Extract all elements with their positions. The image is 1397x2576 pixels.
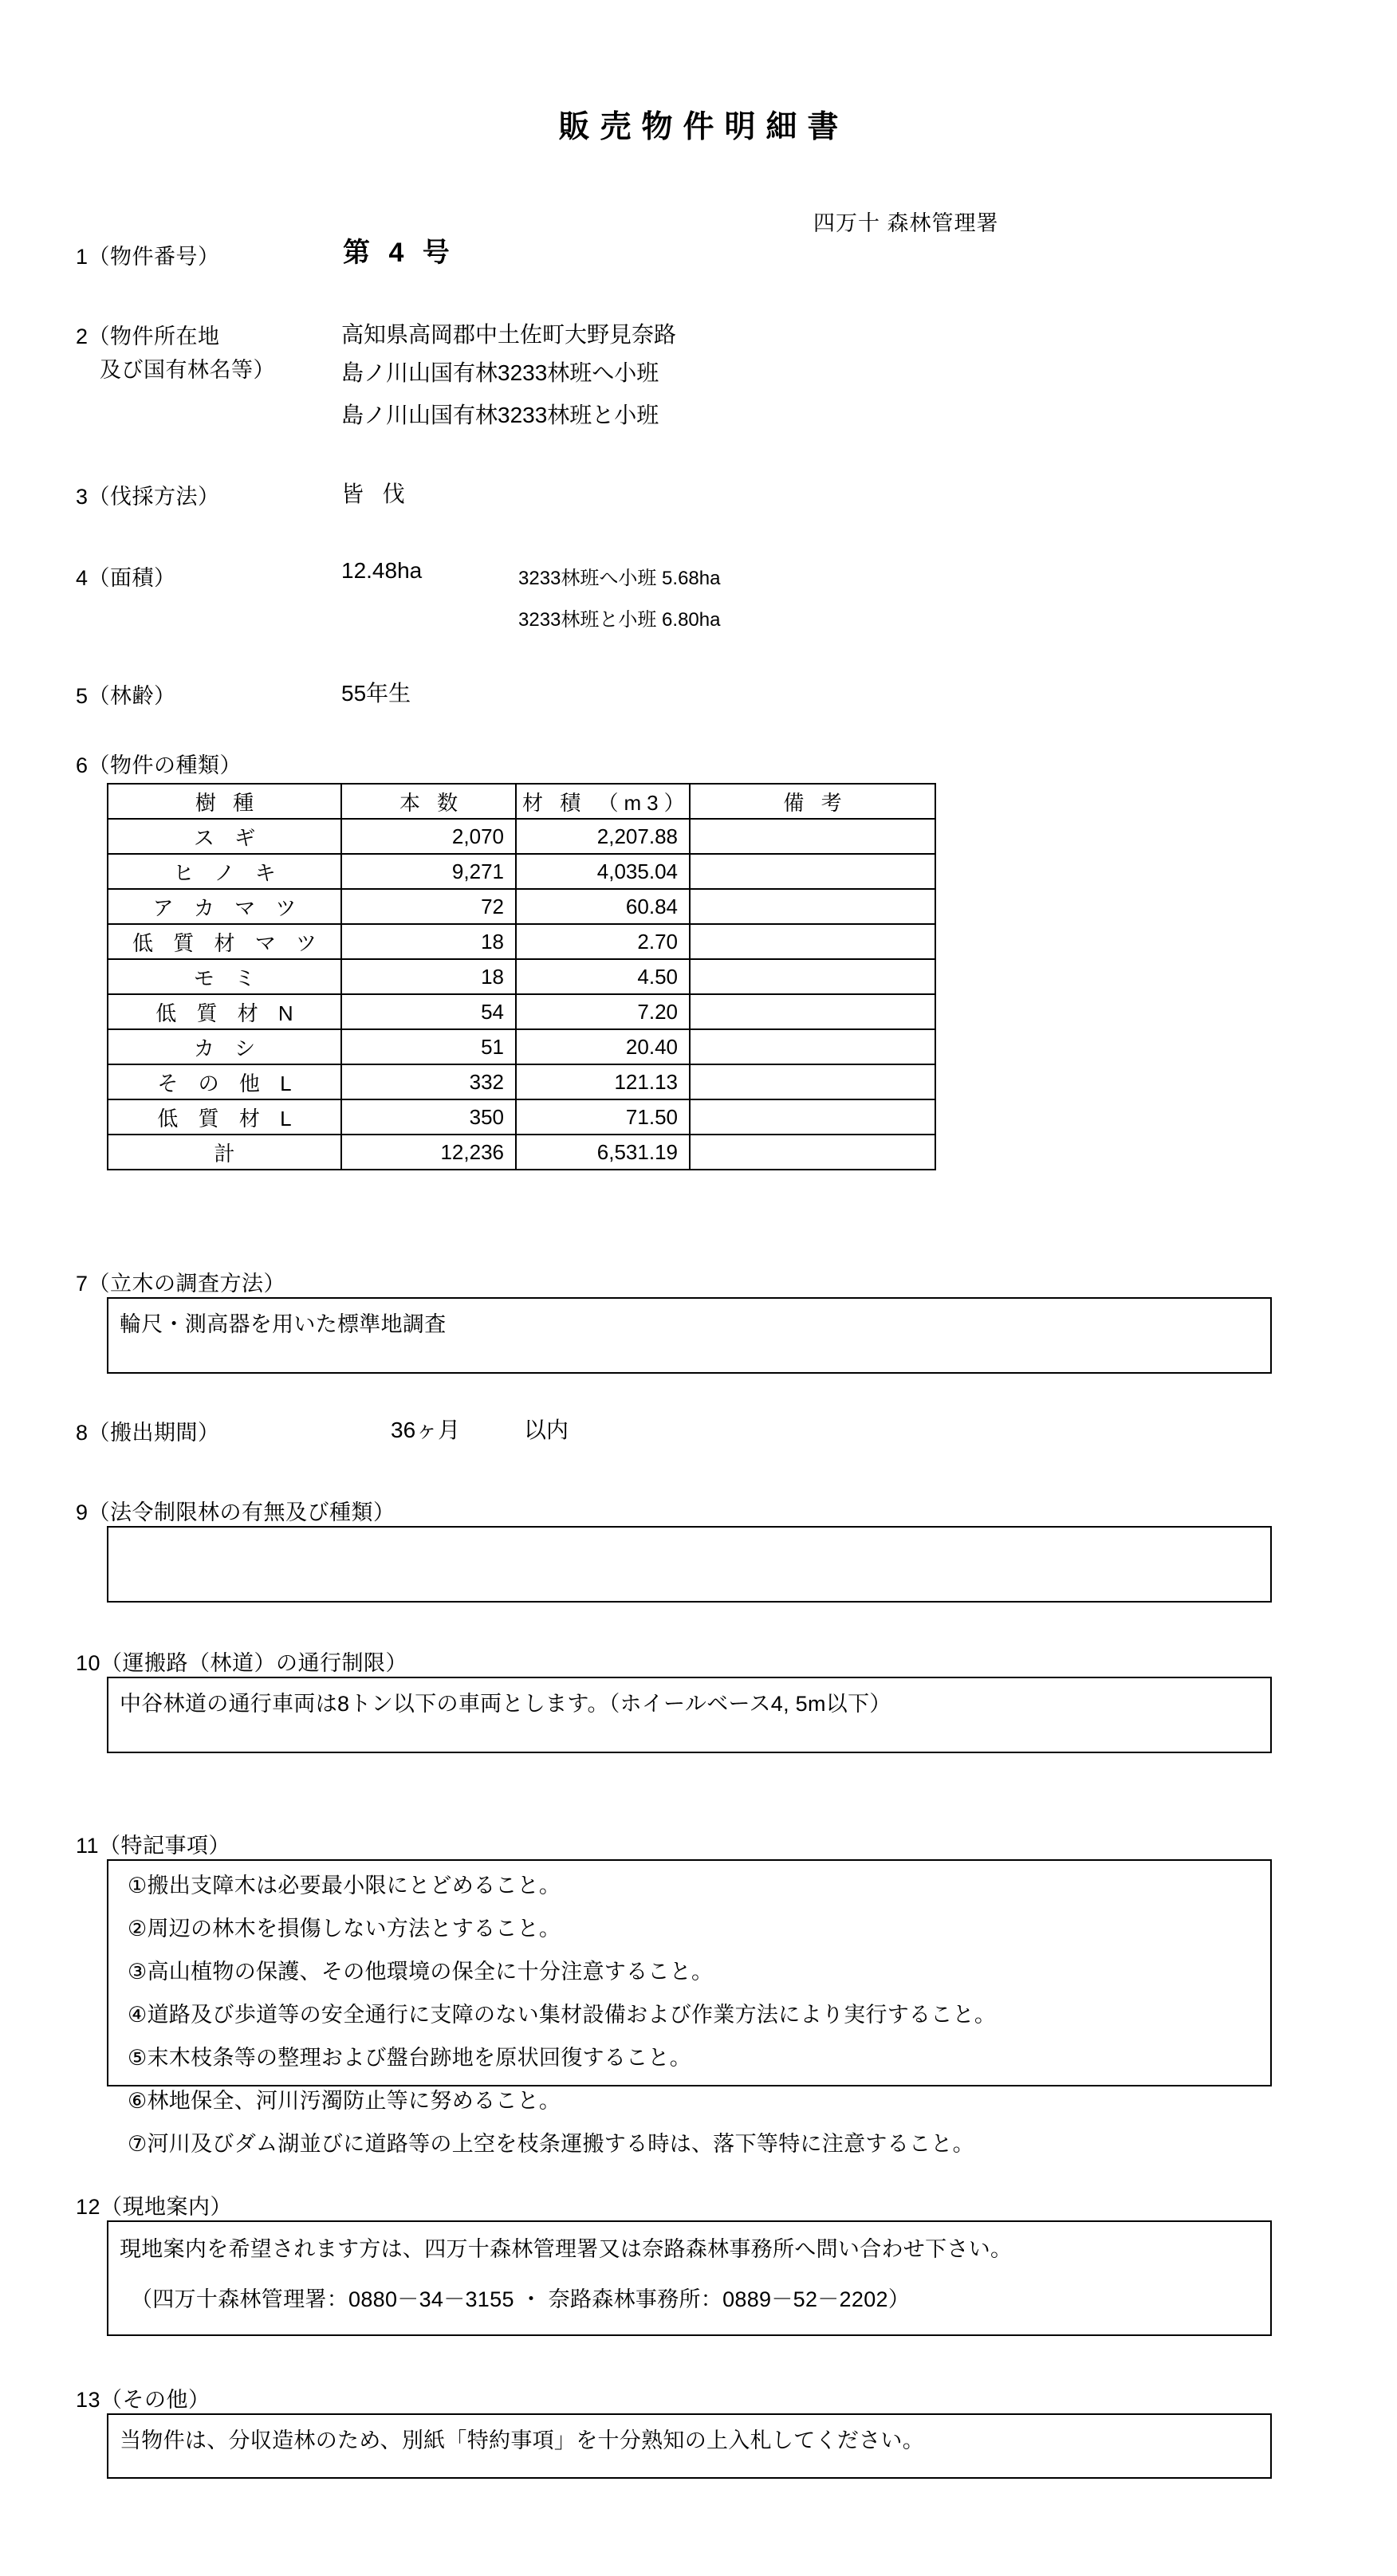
cell-count-total: 12,236 [341,1135,516,1170]
cell-species: そ の 他 L [108,1064,341,1099]
cell-volume: 2,207.88 [516,819,690,854]
cell-species: モ ミ [108,959,341,994]
cell-volume: 4.50 [516,959,690,994]
box-other [107,2413,1272,2479]
box-legal-restriction [107,1526,1272,1603]
text-site-guidance-contacts: （四万十森林管理署：0880－34－3155 ・ 奈路森林事務所：0889－52－2202） [131,2287,911,2311]
label-location-line2: 及び国有林名等） [100,358,275,382]
text-site-guidance: 現地案内を希望されます方は、四万十森林管理署又は奈路森林事務所へ問い合わせ下さい。 [120,2237,1013,2261]
cell-volume: 60.84 [516,889,690,924]
cell-note [690,1064,935,1099]
list-item: ③高山植物の保護、その他環境の保全に十分注意すること。 [128,1960,714,1984]
cell-count: 2,070 [341,819,516,854]
box-site-guidance [107,2220,1272,2336]
text-survey-method: 輪尺・測高器を用いた標準地調査 [120,1312,447,1336]
table-row [108,959,935,994]
cell-note [690,924,935,959]
cell-note-total [690,1135,935,1170]
cell-count: 18 [341,959,516,994]
cell-species-total: 計 [108,1135,341,1170]
label-stand-age: 5（林齢） [76,684,176,708]
table-row [108,819,935,854]
cell-note [690,889,935,924]
cell-note [690,959,935,994]
cell-volume: 121.13 [516,1064,690,1099]
table-row [108,994,935,1029]
label-cutting-method: 3（伐採方法） [76,485,220,509]
label-property-number: 1（物件番号） [76,245,220,269]
table-row [108,1064,935,1099]
value-area-total: 12.48ha [341,558,423,583]
cell-species: カ シ [108,1029,341,1064]
label-special-notes: 11（特記事項） [76,1834,231,1858]
label-other: 13（その他） [76,2388,211,2412]
cell-count: 9,271 [341,854,516,889]
cell-volume: 20.40 [516,1029,690,1064]
cell-volume: 4,035.04 [516,854,690,889]
cell-species: 低 質 材 L [108,1099,341,1135]
cell-volume-total: 6,531.19 [516,1135,690,1170]
value-cutting-method: 皆 伐 [341,482,411,506]
table-total-row [108,1135,935,1170]
table-row [108,1029,935,1064]
cell-note [690,1029,935,1064]
list-item: ⑥林地保全、河川汚濁防止等に努めること。 [128,2089,561,2113]
page-title: 販売物件明細書 [558,110,849,144]
column-header-species: 樹 種 [108,784,341,819]
cell-species: ス ギ [108,819,341,854]
table-row [108,1099,935,1135]
table-header-row [108,784,935,819]
cell-count: 72 [341,889,516,924]
cell-note [690,1099,935,1135]
cell-volume: 2.70 [516,924,690,959]
cell-count: 18 [341,924,516,959]
species-table [107,783,936,1170]
value-property-number: 第 4 号 [343,238,455,268]
cell-note [690,994,935,1029]
label-location-line1: 2（物件所在地 [76,324,220,348]
value-haul-period-suffix: 以内 [524,1418,569,1442]
value-area-detail-2: 3233林班と小班 6.80ha [518,609,721,631]
label-property-type: 6（物件の種類） [76,753,242,777]
list-item: ④道路及び歩道等の安全通行に支障のない集材設備および作業方法により実行すること。 [128,2003,997,2027]
table-row [108,889,935,924]
cell-species: ア カ マ ツ [108,889,341,924]
column-header-volume: 材 積 （m3） [516,784,690,819]
cell-count: 332 [341,1064,516,1099]
text-other: 当物件は、分収造林のため、別紙「特約事項」を十分熟知の上入札してください。 [120,2429,925,2452]
label-legal-restriction: 9（法令制限林の有無及び種類） [76,1500,395,1524]
value-location-address: 高知県高岡郡中土佐町大野見奈路 [341,322,677,347]
table-row [108,924,935,959]
column-header-note: 備 考 [690,784,935,819]
cell-note [690,819,935,854]
box-survey-method [107,1297,1272,1374]
cell-count: 54 [341,994,516,1029]
list-item: ②周辺の林木を損傷しない方法とすること。 [128,1917,561,1941]
label-survey-method: 7（立木の調査方法） [76,1272,286,1296]
column-header-count: 本 数 [341,784,516,819]
label-haul-period: 8（搬出期間） [76,1421,220,1445]
cell-species: ヒ ノ キ [108,854,341,889]
label-site-guidance: 12（現地案内） [76,2195,233,2219]
cell-species: 低 質 材 マ ツ [108,924,341,959]
list-item: ①搬出支障木は必要最小限にとどめること。 [128,1874,561,1898]
text-road-restriction: 中谷林道の通行車両は8トン以下の車両とします。（ホイールベース4, 5m以下） [120,1692,891,1716]
box-special-notes [107,1859,1272,2156]
issuing-office: 四万十 森林管理署 [813,211,999,235]
label-road-restriction: 10（運搬路（林道）の通行制限） [76,1651,408,1675]
cell-count: 350 [341,1099,516,1135]
cell-volume: 7.20 [516,994,690,1029]
cell-volume: 71.50 [516,1099,690,1135]
cell-count: 51 [341,1029,516,1064]
value-location-forest2: 島ノ川山国有林3233林班と小班 [341,403,659,427]
table-row [108,854,935,889]
cell-note [690,854,935,889]
list-item: ⑤末木枝条等の整理および盤台跡地を原状回復すること。 [128,2046,692,2070]
value-stand-age: 55年生 [341,681,411,706]
list-item: ⑦河川及びダム湖並びに道路等の上空を枝条運搬する時は、落下等特に注意すること。 [128,2132,974,2156]
value-haul-period: 36ヶ月 [391,1418,461,1442]
value-location-forest1: 島ノ川山国有林3233林班へ小班 [341,360,659,385]
label-area: 4（面積） [76,566,176,590]
cell-species: 低 質 材 N [108,994,341,1029]
value-area-detail-1: 3233林班へ小班 5.68ha [518,568,721,589]
box-road-restriction [107,1677,1272,1753]
